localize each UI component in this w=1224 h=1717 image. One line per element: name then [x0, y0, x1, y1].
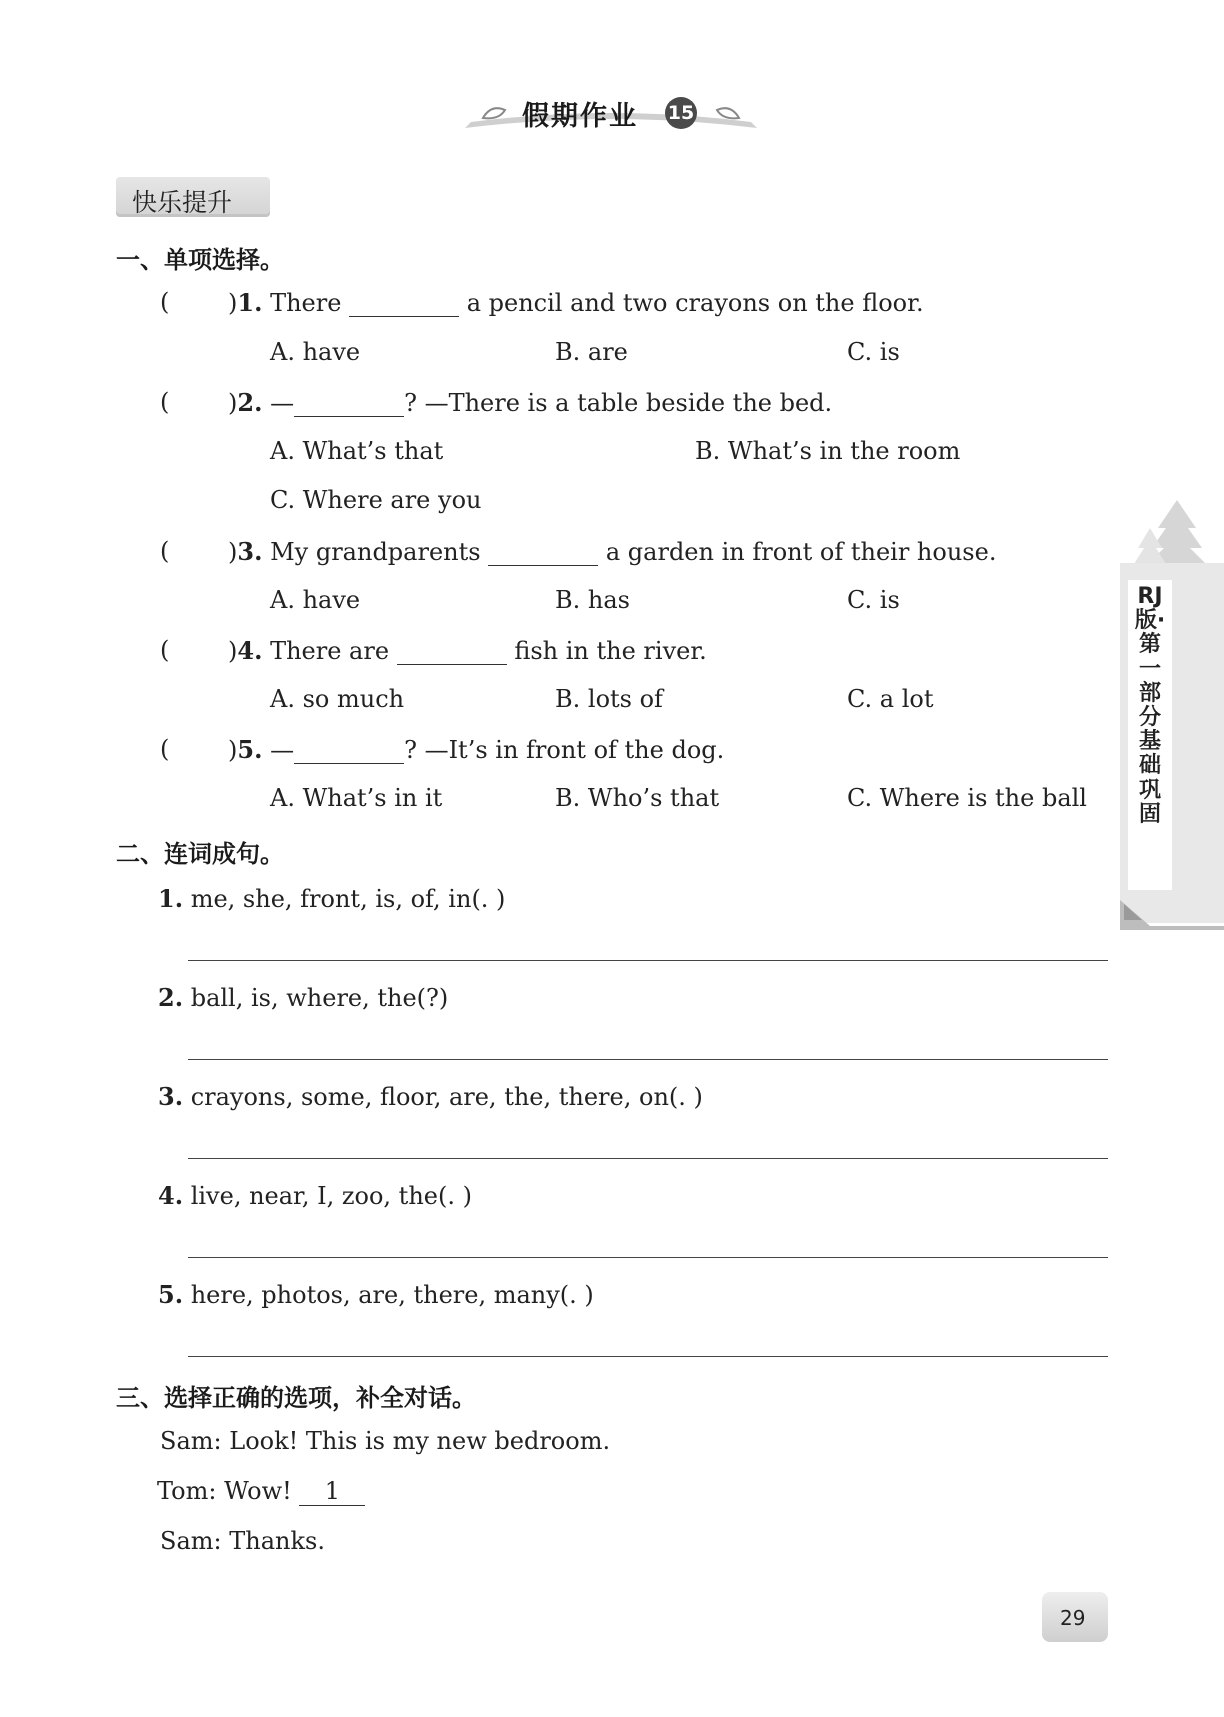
- question-text-post: a pencil and two crayons on the floor.: [466, 289, 924, 317]
- item-words: here, photos, are, there, many(. ): [190, 1281, 594, 1309]
- speaker: Sam: [160, 1527, 214, 1555]
- page-title: 假期作业: [522, 101, 638, 132]
- tree-icon: [1130, 498, 1224, 564]
- option-c: C. Where are you: [270, 486, 482, 514]
- section-tag-label: 快乐提升: [132, 188, 233, 217]
- paren-close: ): [228, 637, 238, 665]
- item-words: crayons, some, floor, are, the, there, on(. ): [190, 1083, 703, 1111]
- answer-paren-open: (: [160, 636, 170, 664]
- option-a: A. What’s that: [270, 437, 444, 465]
- answer-paren-open: (: [160, 537, 170, 565]
- option-c: C. Where is the ball: [847, 784, 1087, 812]
- item-number: 1.: [158, 884, 184, 913]
- page-number: 29: [1060, 1606, 1086, 1630]
- question-text-pre: —: [270, 389, 295, 417]
- question-text-post: a garden in front of their house.: [605, 538, 997, 566]
- paren-close: ): [228, 538, 238, 566]
- dialogue-line-2: [157, 1477, 365, 1506]
- paren-close: ): [228, 736, 238, 764]
- word-item-5: [158, 1280, 594, 1309]
- speaker: Sam: [160, 1427, 214, 1455]
- item-words: ball, is, where, the(?): [190, 984, 449, 1012]
- answer-blank[interactable]: [397, 642, 507, 665]
- question-text-pre: My grandparents: [270, 538, 481, 566]
- page-curl-icon: [1120, 900, 1224, 930]
- part2-heading: 二、连词成句。: [116, 840, 284, 868]
- option-b: B. has: [555, 586, 630, 614]
- question-number: 1.: [237, 288, 263, 317]
- colon: :: [213, 1427, 222, 1455]
- dialogue-line-1: [160, 1427, 610, 1455]
- dialogue-blank-1[interactable]: 1: [299, 1477, 365, 1506]
- question-4: [228, 636, 707, 665]
- side-tab-label: RJ版·第一部分 基础巩固: [1134, 584, 1166, 827]
- item-number: 3.: [158, 1082, 184, 1111]
- word-item-2: [158, 983, 448, 1012]
- lesson-number-badge: 15: [665, 97, 697, 129]
- answer-line[interactable]: [188, 1059, 1108, 1060]
- option-c: C. is: [847, 338, 900, 366]
- question-number: 3.: [237, 537, 263, 566]
- utterance: Look! This is my new bedroom.: [229, 1427, 611, 1455]
- word-item-4: [158, 1181, 472, 1210]
- colon: :: [213, 1527, 222, 1555]
- utterance: Wow!: [224, 1477, 292, 1505]
- answer-blank[interactable]: [488, 543, 598, 566]
- question-text-pre: —: [270, 736, 295, 764]
- part1-heading: 一、单项选择。: [116, 246, 284, 274]
- answer-paren-open: (: [160, 735, 170, 763]
- item-words: me, she, front, is, of, in(. ): [190, 885, 506, 913]
- word-item-3: [158, 1082, 703, 1111]
- answer-line[interactable]: [188, 1257, 1108, 1258]
- answer-blank[interactable]: [349, 294, 459, 317]
- question-text-post: ? —It’s in front of the dog.: [404, 736, 725, 764]
- option-b: B. lots of: [555, 685, 663, 713]
- question-text-post: fish in the river.: [514, 637, 707, 665]
- answer-line[interactable]: [188, 960, 1108, 961]
- option-c: C. is: [847, 586, 900, 614]
- answer-line[interactable]: [188, 1356, 1108, 1357]
- answer-paren-open: (: [160, 288, 170, 316]
- question-text-pre: There are: [270, 637, 390, 665]
- utterance: Thanks.: [229, 1527, 325, 1555]
- question-2: [228, 388, 832, 417]
- word-item-1: [158, 884, 505, 913]
- item-number: 5.: [158, 1280, 184, 1309]
- speaker: Tom: [157, 1477, 209, 1505]
- option-a: A. so much: [270, 685, 405, 713]
- paren-close: ): [228, 289, 238, 317]
- question-number: 2.: [237, 388, 263, 417]
- question-3: [228, 537, 996, 566]
- item-number: 4.: [158, 1181, 184, 1210]
- answer-blank[interactable]: [294, 394, 404, 417]
- question-text-post: ? —There is a table beside the bed.: [404, 389, 833, 417]
- option-a: A. What’s in it: [270, 784, 443, 812]
- answer-line[interactable]: [188, 1158, 1108, 1159]
- question-number: 4.: [237, 636, 263, 665]
- dialogue-line-3: [160, 1527, 325, 1555]
- colon: :: [208, 1477, 217, 1505]
- option-b: B. What’s in the room: [695, 437, 961, 465]
- option-b: B. Who’s that: [555, 784, 720, 812]
- question-1: [228, 288, 924, 317]
- option-b: B. are: [555, 338, 628, 366]
- question-text-pre: There: [270, 289, 342, 317]
- option-a: A. have: [270, 586, 361, 614]
- question-5: [228, 735, 724, 764]
- option-c: C. a lot: [847, 685, 934, 713]
- option-a: A. have: [270, 338, 361, 366]
- paren-close: ): [228, 389, 238, 417]
- answer-paren-open: (: [160, 388, 170, 416]
- part3-heading: 三、选择正确的选项，补全对话。: [116, 1384, 476, 1412]
- item-words: live, near, I, zoo, the(. ): [190, 1182, 472, 1210]
- answer-blank[interactable]: [294, 741, 404, 764]
- question-number: 5.: [237, 735, 263, 764]
- item-number: 2.: [158, 983, 184, 1012]
